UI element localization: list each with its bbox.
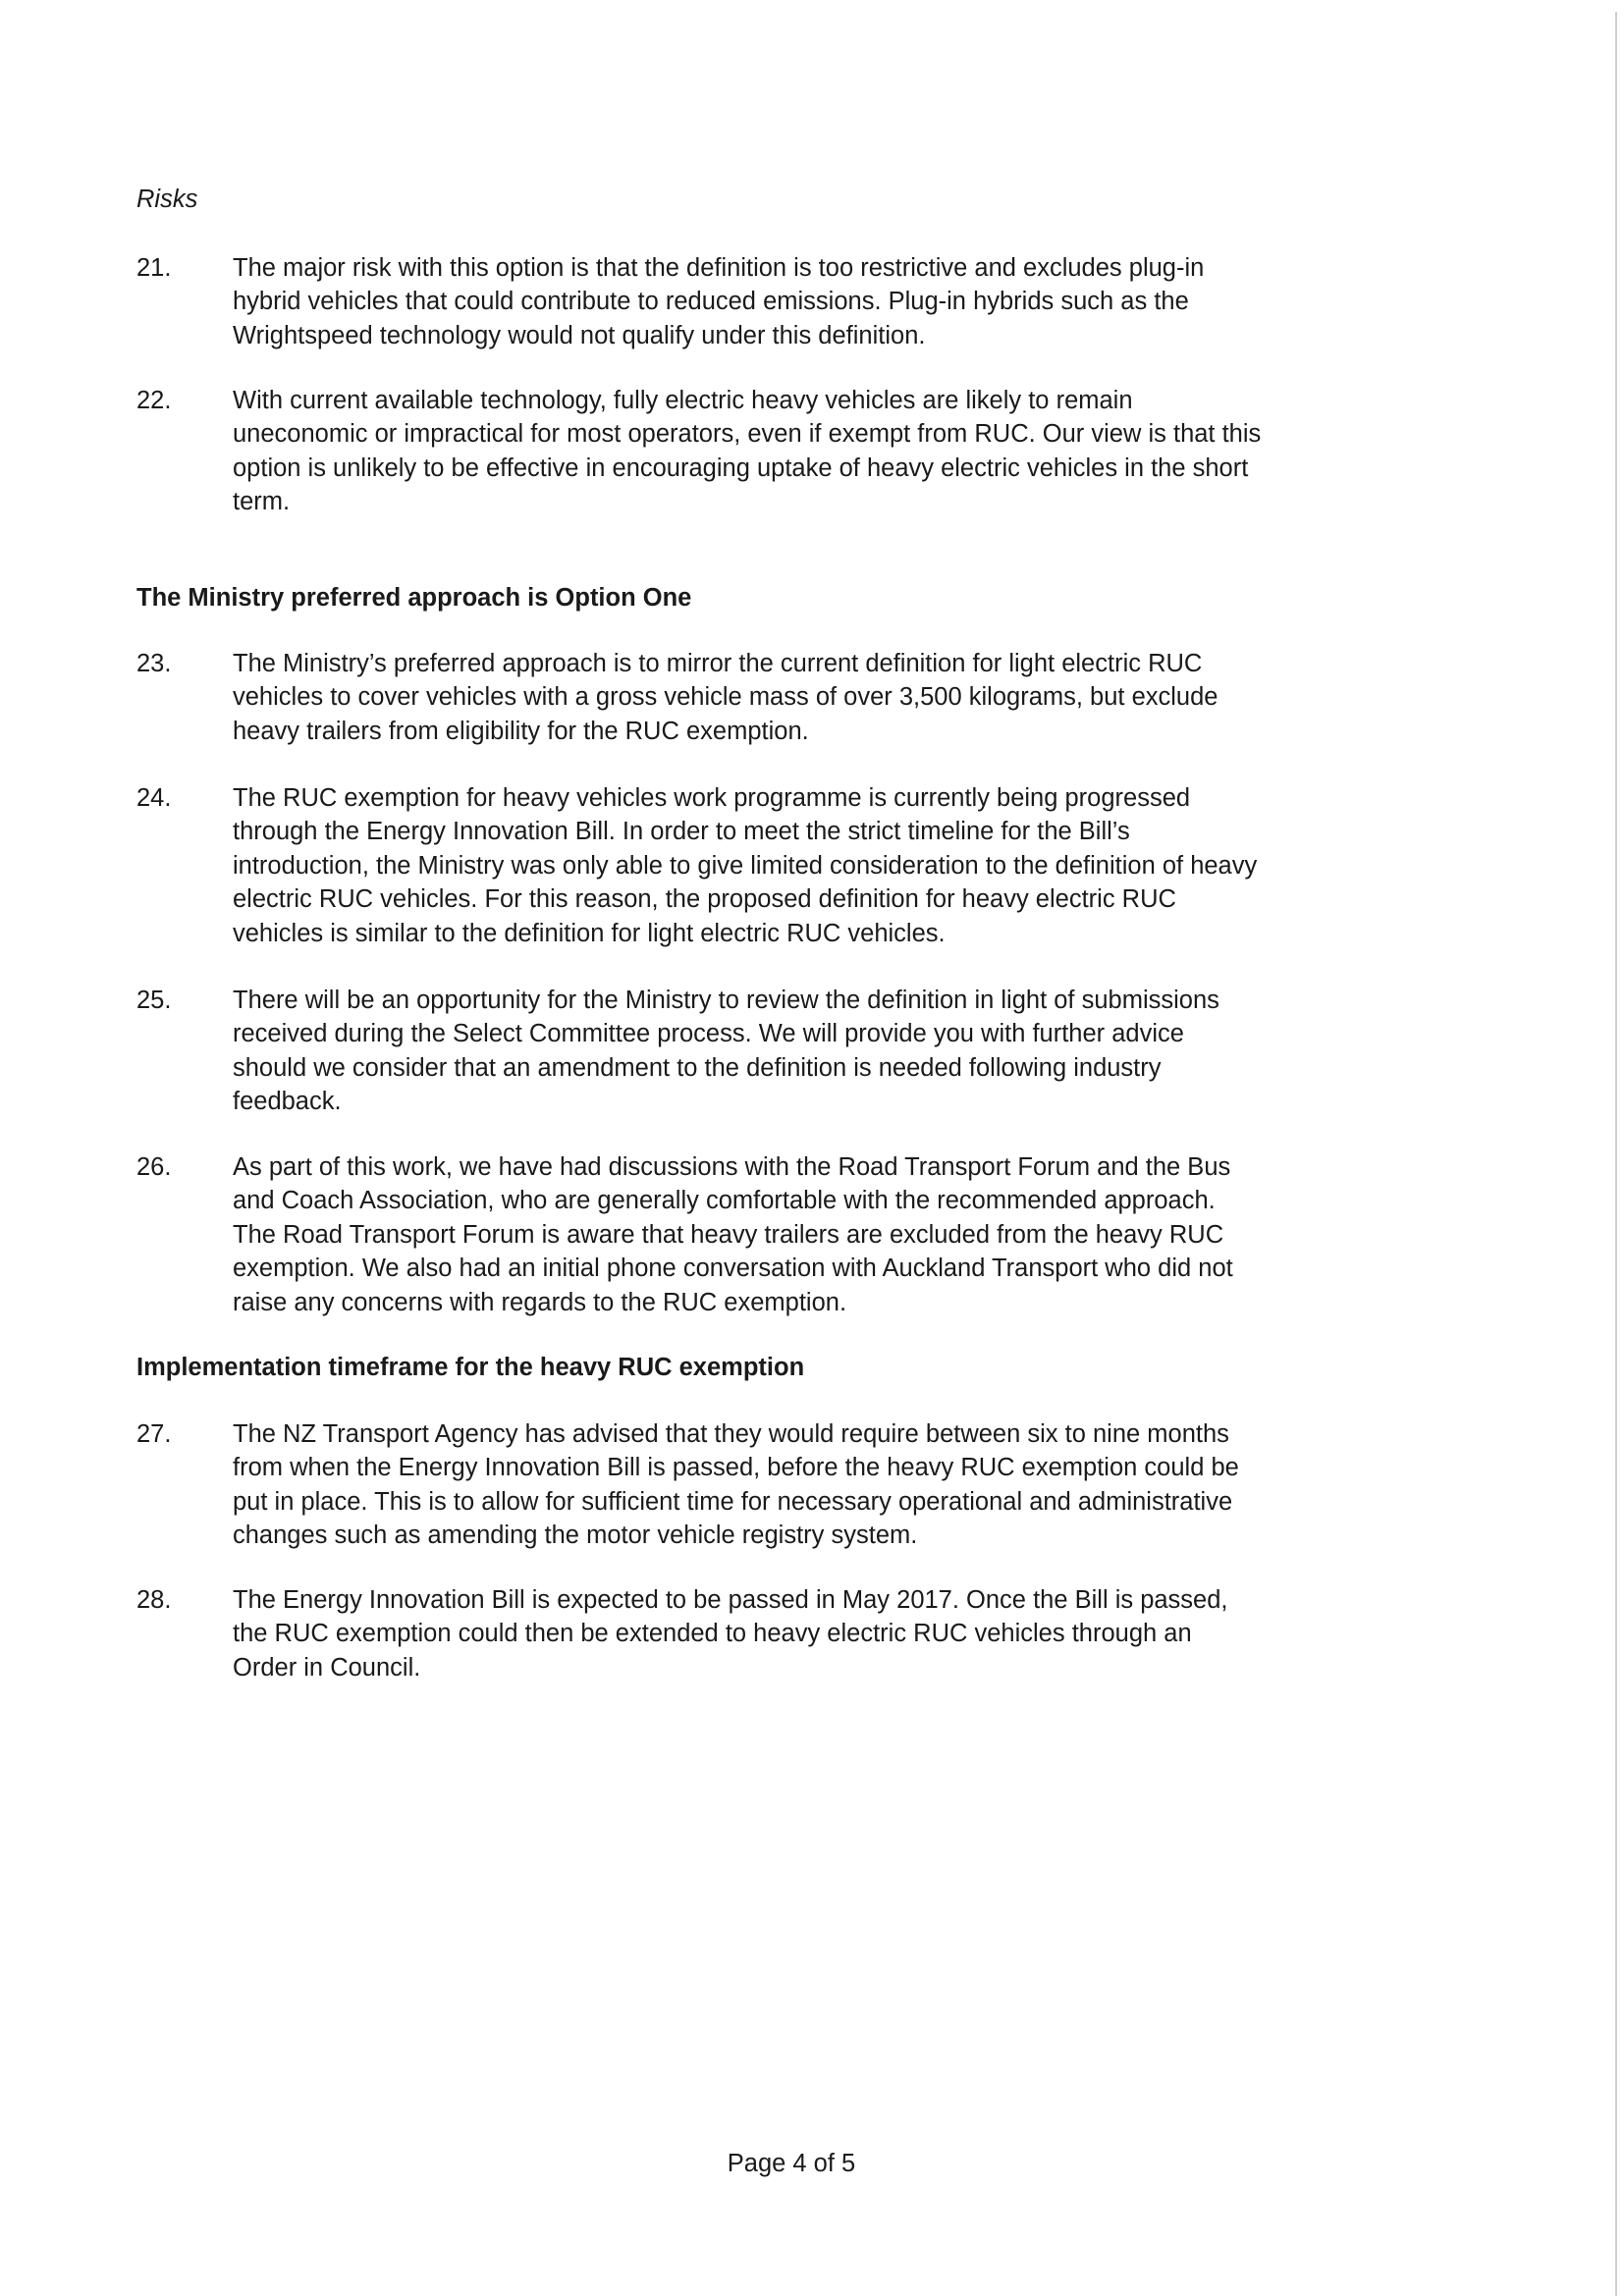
section-heading-implementation: Implementation timeframe for the heavy RUC exemption: [136, 1354, 805, 1381]
text-line: raise any concerns with regards to the RUC exemption.: [233, 1288, 847, 1316]
text-line: The Ministry’s preferred approach is to mirror the current definition for light electric RUC: [233, 650, 1203, 677]
text-line: vehicles is similar to the definition for light electric RUC vehicles.: [233, 919, 946, 947]
text-line: There will be an opportunity for the Ministry to review the definition in light of submissions: [233, 987, 1219, 1014]
text-line: feedback.: [233, 1088, 342, 1116]
paragraph-text: [233, 384, 1261, 519]
text-line: vehicles to cover vehicles with a gross vehicle mass of over 3,500 kilograms, but exclude: [233, 683, 1218, 712]
paragraph-text: [233, 984, 1219, 1119]
section-heading-preferred: The Ministry preferred approach is Option One: [136, 584, 692, 612]
text-line: heavy trailers from eligibility for the RUC exemption.: [233, 717, 809, 745]
paragraph-number: 24.: [136, 784, 172, 812]
text-line: received during the Select Committee process. We will provide you with further advice: [233, 1020, 1184, 1048]
text-line: option is unlikely to be effective in encouraging uptake of heavy electric vehicles in the short: [233, 454, 1249, 482]
text-line: put in place. This is to allow for sufficient time for necessary operational and administrative: [233, 1487, 1233, 1516]
text-line: The RUC exemption for heavy vehicles work programme is currently being progressed: [233, 784, 1191, 812]
paragraph-text: [233, 1583, 1228, 1684]
text-line: As part of this work, we have had discussions with the Road Transport Forum and the Bus: [233, 1153, 1231, 1181]
paragraph-text: [233, 781, 1257, 950]
paragraph-text: [233, 251, 1204, 352]
text-line: With current available technology, fully electric heavy vehicles are likely to remain: [233, 387, 1133, 414]
paragraph-number: 21.: [136, 254, 172, 282]
page-edge: [1615, 12, 1617, 2296]
text-line: the RUC exemption could then be extended to heavy electric RUC vehicles through an: [233, 1620, 1192, 1648]
text-line: uneconomic or impractical for most operators, even if exempt from RUC. Our view is that this: [233, 420, 1262, 449]
text-line: Wrightspeed technology would not qualify under this definition.: [233, 321, 926, 349]
text-line: term.: [233, 488, 291, 516]
risks-heading: Risks: [136, 186, 198, 213]
paragraph-text: [233, 647, 1218, 748]
paragraph-number: 25.: [136, 987, 172, 1014]
text-line: hybrid vehicles that could contribute to reduced emissions. Plug-in hybrids such as the: [233, 288, 1189, 316]
paragraph-number: 23.: [136, 650, 172, 677]
text-line: through the Energy Innovation Bill. In order to meet the strict timeline for the Bill’s: [233, 818, 1130, 846]
text-line: changes such as amending the motor vehicle registry system.: [233, 1522, 918, 1550]
paragraph-number: 27.: [136, 1420, 172, 1448]
text-line: The Energy Innovation Bill is expected to be passed in May 2017. Once the Bill is passed,: [233, 1586, 1228, 1614]
paragraph-number: 26.: [136, 1153, 172, 1181]
paragraph-number: 28.: [136, 1586, 172, 1614]
paragraph-text: [233, 1150, 1233, 1319]
text-line: The major risk with this option is that the definition is too restrictive and excludes plug-in: [233, 254, 1205, 282]
text-line: introduction, the Ministry was only able to give limited consideration to the definition of heavy: [233, 851, 1258, 880]
text-line: The Road Transport Forum is aware that heavy trailers are excluded from the heavy RUC: [233, 1220, 1224, 1249]
text-line: from when the Energy Innovation Bill is passed, before the heavy RUC exemption could be: [233, 1454, 1239, 1482]
paragraph-text: [233, 1417, 1239, 1553]
text-line: and Coach Association, who are generally comfortable with the recommended approach.: [233, 1187, 1216, 1215]
text-line: should we consider that an amendment to the definition is needed following industry: [233, 1053, 1162, 1082]
text-line: Order in Council.: [233, 1653, 421, 1682]
text-line: exemption. We also had an initial phone conversation with Auckland Transport who did not: [233, 1255, 1233, 1283]
paragraph-number: 22.: [136, 387, 172, 414]
text-line: The NZ Transport Agency has advised that they would require between six to nine months: [233, 1420, 1229, 1448]
text-line: electric RUC vehicles. For this reason, the proposed definition for heavy electric RUC: [233, 885, 1176, 914]
page-number: Page 4 of 5: [727, 2150, 856, 2177]
